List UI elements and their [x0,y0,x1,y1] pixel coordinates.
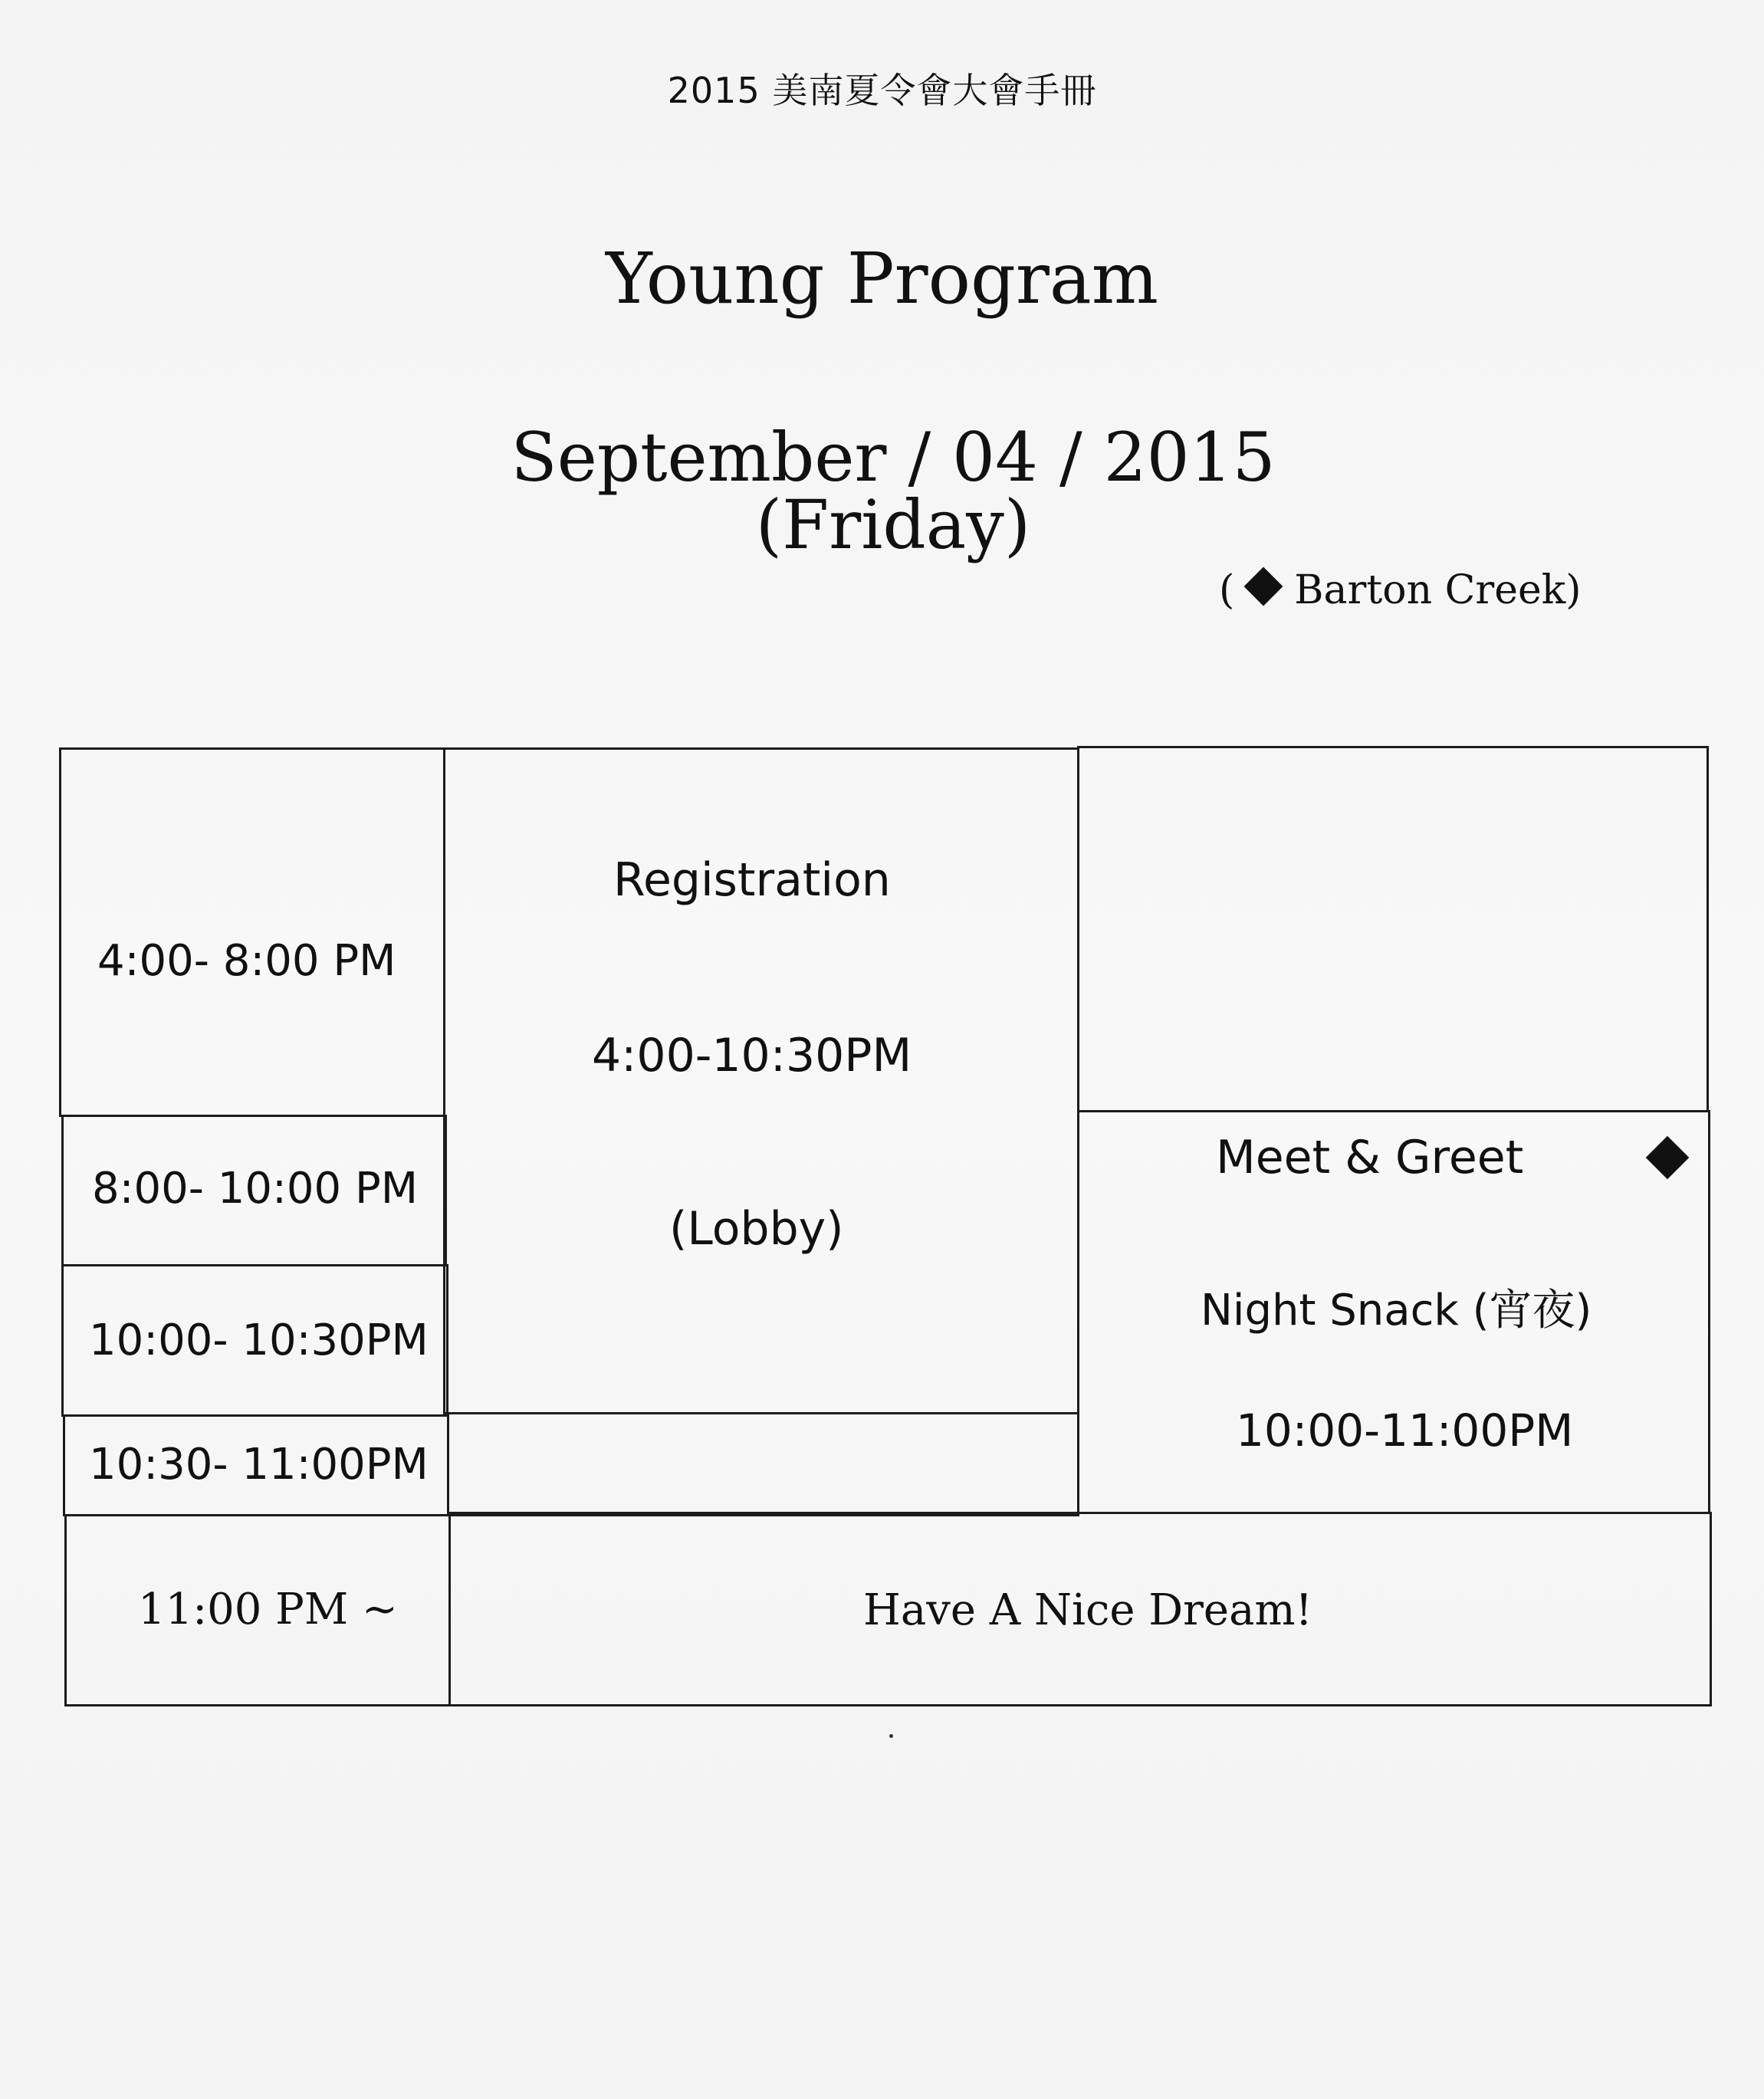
location-name: Barton Creek) [1294,567,1582,613]
time-slot-4: 10:30- 11:00PM [89,1440,429,1490]
time-slot-5: 11:00 PM ~ [138,1585,398,1634]
booklet-header: 2015 美南夏令會大會手冊 [667,70,1097,111]
program-date: September / 04 / 2015 (Friday) [511,418,1276,564]
night-snack-label: Night Snack (宵夜) [1201,1286,1592,1335]
registration-time: 4:00-10:30PM [592,1029,912,1082]
stray-dot [889,1734,893,1738]
meet-greet-label: Meet & Greet [1216,1131,1524,1184]
time-slot-1: 4:00- 8:00 PM [97,936,396,986]
time-slot-2: 8:00- 10:00 PM [92,1164,419,1214]
diamond-icon [1244,567,1283,606]
location-label [1219,567,1582,613]
time-slot-3: 10:00- 10:30PM [89,1316,429,1365]
empty-cell-top-right [1077,746,1709,1112]
program-title: Young Program [606,238,1158,320]
location-open-paren: ( [1219,567,1235,613]
meet-greet-time: 10:00-11:00PM [1236,1404,1574,1457]
registration-place: (Lobby) [669,1202,844,1256]
closing-message: Have A Nice Dream! [863,1585,1313,1635]
time-cell-1 [59,747,445,1117]
empty-cell-row4 [447,1412,1079,1516]
registration-label: Registration [613,853,891,907]
